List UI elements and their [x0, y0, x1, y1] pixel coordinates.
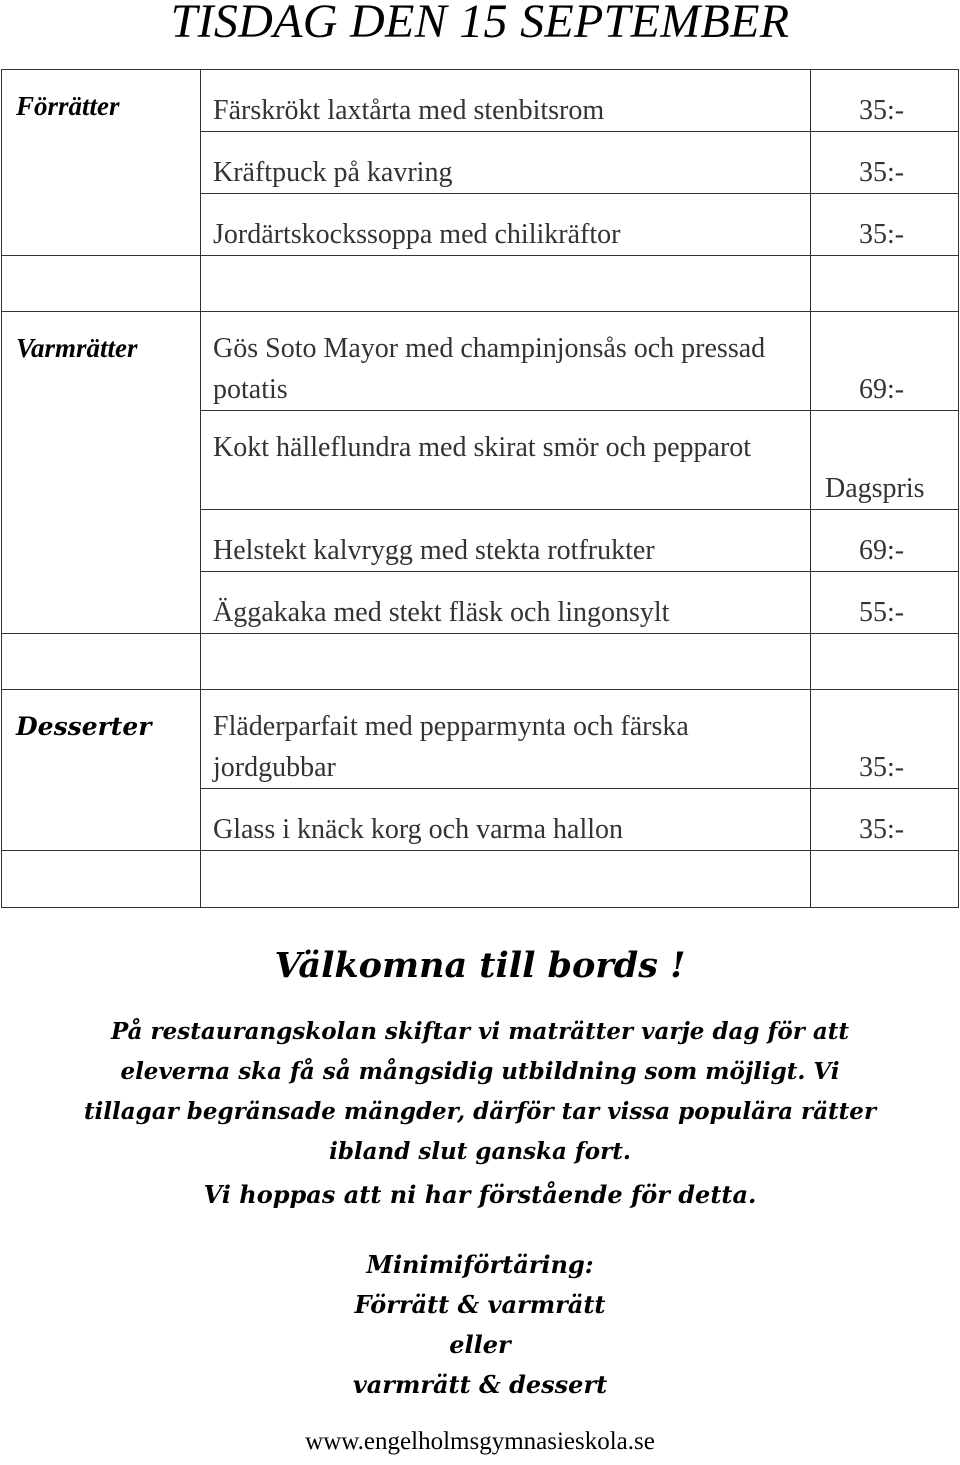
hope-line: Vi hoppas att ni har förstående för detta.	[203, 1180, 757, 1209]
dish-name: Glass i knäck korg och varma hallon	[213, 814, 624, 845]
minimum-line: eller	[449, 1330, 511, 1359]
category-label: Förrätter	[16, 91, 120, 121]
dish-name: Färskrökt laxtårta med stenbitsrom	[213, 95, 605, 126]
dish-price: 35:-	[859, 814, 905, 845]
table-row	[2, 690, 959, 789]
category-label: Desserter	[16, 712, 152, 741]
dish-price: 55:-	[859, 597, 905, 628]
empty-cell	[201, 634, 811, 690]
info-paragraph	[0, 1012, 960, 1172]
price-cell	[811, 411, 959, 510]
category-cell	[2, 690, 201, 851]
minimum-line: Minimiförtäring:	[366, 1250, 594, 1279]
dish-name: Gös Soto Mayor med champinjonsås och pressad potatis	[213, 333, 766, 405]
empty-cell	[811, 256, 959, 312]
empty-cell	[811, 851, 959, 908]
dish-price: 35:-	[859, 219, 905, 250]
dish-cell	[201, 70, 811, 132]
dish-cell	[201, 312, 811, 411]
dish-cell	[201, 789, 811, 851]
price-cell	[811, 132, 959, 194]
dish-cell	[201, 411, 811, 510]
website-url: www.engelholmsgymnasieskola.se	[305, 1428, 655, 1455]
dish-price: 35:-	[859, 157, 905, 188]
minimum-line: varmrätt & dessert	[352, 1370, 608, 1399]
dish-name: Kräftpuck på kavring	[213, 157, 453, 188]
spacer-row	[2, 256, 959, 312]
info-line: tillagar begränsade mängder, därför tar vissa populära rätter	[83, 1098, 877, 1125]
empty-cell	[811, 634, 959, 690]
price-cell	[811, 70, 959, 132]
welcome-heading: Välkomna till bords !	[274, 945, 686, 986]
dish-name: Helstekt kalvrygg med stekta rotfrukter	[213, 535, 655, 566]
table-row	[2, 70, 959, 132]
dish-name: Jordärtskockssoppa med chilikräftor	[213, 219, 621, 250]
empty-cell	[2, 634, 201, 690]
dish-name: Fläderparfait med pepparmynta och färska jordgubbar	[213, 711, 689, 783]
dish-name: Kokt hälleflundra med skirat smör och pepparot	[213, 432, 752, 463]
dish-price: Dagspris	[825, 473, 925, 504]
dish-cell	[201, 132, 811, 194]
empty-cell	[201, 851, 811, 908]
minimum-order	[0, 1245, 960, 1405]
dish-price: 69:-	[859, 535, 905, 566]
menu-title: TISDAG DEN 15 SEPTEMBER	[170, 0, 790, 48]
category-label: Varmrätter	[16, 333, 138, 363]
dish-cell	[201, 572, 811, 634]
price-cell	[811, 312, 959, 411]
menu-table	[1, 69, 959, 908]
dish-price: 35:-	[859, 95, 905, 126]
dish-cell	[201, 194, 811, 256]
empty-cell	[201, 256, 811, 312]
price-cell	[811, 690, 959, 789]
price-cell	[811, 194, 959, 256]
empty-cell	[2, 851, 201, 908]
price-cell	[811, 789, 959, 851]
price-cell	[811, 572, 959, 634]
table-row	[2, 312, 959, 411]
price-cell	[811, 510, 959, 572]
info-line: ibland slut ganska fort.	[329, 1138, 631, 1165]
spacer-row	[2, 634, 959, 690]
info-line: eleverna ska få så mångsidig utbildning som möjligt. Vi	[120, 1058, 840, 1085]
dish-price: 35:-	[859, 752, 905, 783]
dish-name: Äggakaka med stekt fläsk och lingonsylt	[213, 597, 670, 628]
minimum-line: Förrätt & varmrätt	[354, 1290, 606, 1319]
dish-cell	[201, 690, 811, 789]
category-cell	[2, 70, 201, 256]
info-line: På restaurangskolan skiftar vi maträtter varje dag för att	[110, 1018, 850, 1045]
spacer-row	[2, 851, 959, 908]
category-cell	[2, 312, 201, 634]
empty-cell	[2, 256, 201, 312]
dish-cell	[201, 510, 811, 572]
dish-price: 69:-	[859, 374, 905, 405]
